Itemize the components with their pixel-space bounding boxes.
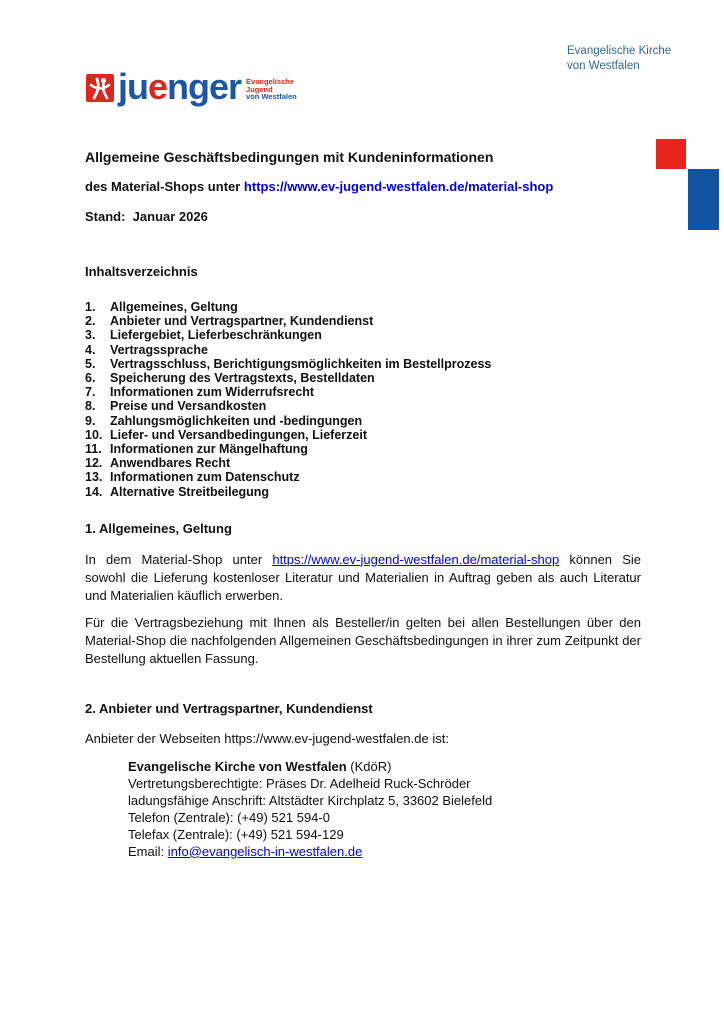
toc-item-number: 1. [85, 300, 96, 314]
ekvw-corner-line1: Evangelische Kirche [567, 45, 672, 57]
toc-item [85, 428, 641, 442]
toc-item-number: 14. [85, 484, 103, 499]
toc-item-number: 8. [85, 399, 96, 414]
toc-item-number: 6. [85, 371, 96, 386]
toc-item-label: Liefergebiet, Lieferbeschränkungen [110, 328, 322, 343]
ekvw-corner-line2: von Westfalen [567, 60, 640, 72]
toc-item [85, 456, 641, 470]
tagline-line3: von Westfalen [246, 92, 297, 101]
juenger-tagline [246, 78, 297, 101]
letterhead-red-square [656, 139, 686, 169]
tagline-line1: Evangelische [246, 77, 294, 86]
toc-item-label: Informationen zum Widerrufsrecht [110, 385, 315, 400]
toc-item [85, 385, 641, 399]
juenger-figure-icon [86, 74, 114, 102]
section1-paragraph1 [85, 551, 641, 606]
toc-item [85, 414, 641, 428]
provider-detail-line: Vertretungsberechtigte: Präses Dr. Adelheid Ruck-Schröder [128, 775, 471, 791]
toc-item-number: 12. [85, 456, 103, 471]
toc-item [85, 485, 641, 499]
toc-item-label: Anbieter und Vertragspartner, Kundendienst [110, 314, 374, 329]
toc-item-label: Anwendbares Recht [110, 456, 231, 471]
ekvw-corner-text [567, 44, 671, 74]
paragraph1-prefix: In dem Material-Shop unter [85, 551, 273, 567]
provider-intro: Anbieter der Webseiten https://www.ev-jugend-westfalen.de ist: [85, 730, 449, 746]
provider-name-line [128, 758, 641, 775]
stand-date: Stand: Januar 2026 [85, 209, 208, 224]
toc-item [85, 357, 641, 371]
juenger-wordmark [118, 66, 242, 107]
toc-item-number: 2. [85, 314, 96, 329]
toc-item-number: 11. [85, 442, 102, 457]
document-content [85, 149, 641, 860]
tagline-line2: Jugend [246, 84, 273, 94]
email-link[interactable]: info@evangelisch-in-westfalen.de [167, 843, 363, 859]
toc-item [85, 399, 641, 413]
section1-heading: 1. Allgemeines, Geltung [85, 520, 232, 536]
toc-list [85, 300, 641, 499]
toc-item [85, 343, 641, 357]
toc-item-label: Informationen zum Datenschutz [110, 470, 300, 485]
toc-item-label: Vertragsschluss, Berichtigungsmöglichkeiten im Bestellprozess [110, 356, 492, 371]
toc-item-label: Preise und Versandkosten [110, 399, 267, 414]
toc-item-label: Alternative Streitbeilegung [110, 484, 270, 499]
page-title: Allgemeine Geschäftsbedingungen mit Kundeninformationen [85, 149, 494, 165]
toc-item-label: Vertragssprache [110, 342, 208, 357]
provider-legal-form: (KdöR) [346, 758, 392, 774]
toc-item-label: Speicherung des Vertragstexts, Bestelldaten [110, 371, 375, 386]
provider-detail-line: ladungsfähige Anschrift: Altstädter Kirchplatz 5, 33602 Bielefeld [128, 792, 493, 808]
toc-heading: Inhaltsverzeichnis [85, 264, 198, 279]
wordmark-post: nger [167, 66, 242, 107]
wordmark-pre: ju [118, 66, 148, 107]
toc-item-number: 10. [85, 427, 103, 442]
toc-item-number: 9. [85, 413, 96, 428]
paragraph1-suffix: können Sie sowohl die Lieferung kostenloser Literatur und Materialien in Auftrag geben als auch Literatur und Materialien käuflich erwerben. [85, 551, 641, 604]
toc-item [85, 442, 641, 456]
provider-detail-line: Telefax (Zentrale): (+49) 521 594-129 [128, 826, 344, 842]
toc-item [85, 314, 641, 328]
section1-paragraph2: Für die Vertragsbeziehung mit Ihnen als Besteller/in gelten bei allen Bestellungen über den Material-Shop die nachfolgenden Allgemeinen Geschäftsbedingungen in ihrer zum Zeitpunkt der Bestellung aktuellen Fassung. [85, 614, 641, 667]
toc-item-label: Allgemeines, Geltung [110, 300, 238, 314]
provider-address-block [128, 758, 641, 860]
wordmark-accent: e [148, 66, 168, 107]
email-label: Email: [128, 843, 168, 859]
juenger-logo [86, 66, 297, 107]
section2-heading: 2. Anbieter und Vertragspartner, Kundendienst [85, 700, 373, 716]
provider-detail-line: Telefon (Zentrale): (+49) 521 594-0 [128, 809, 330, 825]
toc-item-label: Liefer- und Versandbedingungen, Lieferzeit [110, 427, 367, 442]
page-subtitle [85, 179, 641, 194]
toc-item-number: 13. [85, 470, 103, 485]
subtitle-prefix: des Material-Shops unter [85, 179, 244, 194]
provider-details [128, 775, 641, 843]
toc-item-label: Zahlungsmöglichkeiten und -bedingungen [110, 413, 363, 428]
toc-item [85, 300, 641, 314]
material-shop-link[interactable]: https://www.ev-jugend-westfalen.de/material-shop [243, 179, 554, 194]
toc-item [85, 328, 641, 342]
toc-item-number: 3. [85, 328, 96, 343]
material-shop-body-link[interactable]: https://www.ev-jugend-westfalen.de/material-shop [272, 551, 560, 567]
provider-email-line [128, 843, 641, 860]
toc-item-number: 7. [85, 385, 96, 400]
toc-item [85, 371, 641, 385]
provider-name: Evangelische Kirche von Westfalen [128, 758, 347, 774]
toc-item [85, 470, 641, 484]
toc-item-number: 4. [85, 342, 96, 357]
toc-item-number: 5. [85, 356, 96, 371]
toc-item-label: Informationen zur Mängelhaftung [110, 442, 308, 457]
letterhead-blue-rect [688, 169, 719, 230]
